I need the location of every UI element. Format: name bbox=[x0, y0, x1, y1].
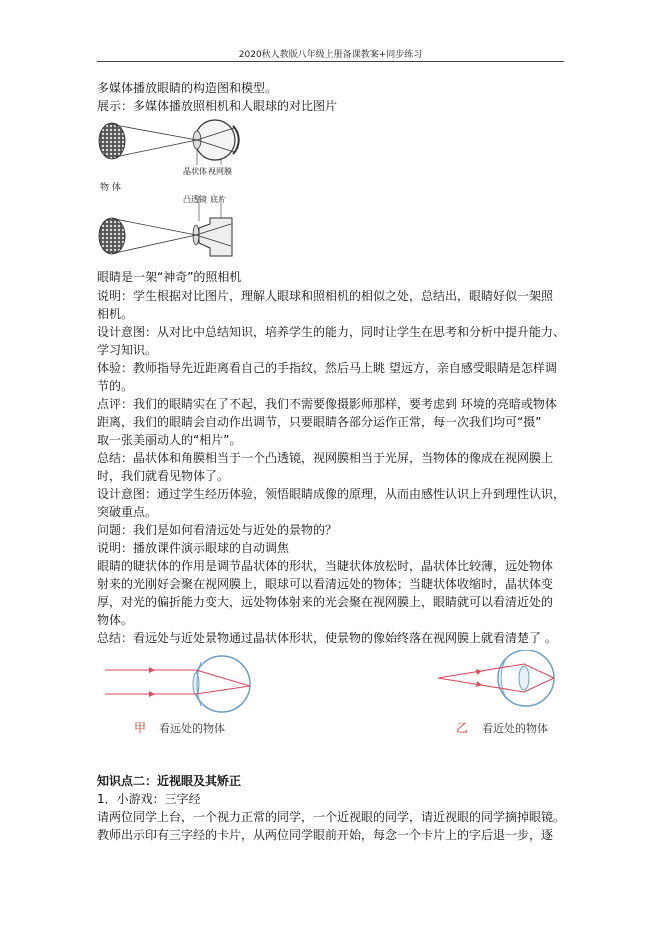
caption-far: 看远处的物体 bbox=[159, 722, 225, 735]
text-line: 物体。 bbox=[97, 613, 134, 627]
label-jia: 甲 bbox=[134, 721, 147, 735]
text-line: 说明：播放课件演示眼球的自动调焦 bbox=[97, 541, 290, 555]
eye-far-figure bbox=[97, 650, 277, 745]
pinecone-bottom bbox=[99, 218, 125, 254]
text-line: 相机。 bbox=[97, 307, 134, 321]
label-convex-lens: 凸透镜 bbox=[183, 195, 207, 204]
text-line: 请两位同学上台，一个视力正常的同学，一个近视眼的同学，请近视眼的同学摘掉眼镜。 bbox=[97, 810, 566, 824]
label-lens: 晶状体 bbox=[183, 167, 207, 176]
lens-thick bbox=[519, 666, 529, 690]
text-line: 取一张美丽动人的“相片”。 bbox=[97, 433, 242, 447]
text-line: 距离，我们的眼睛会自动作出调节，只要眼睛各部分运作正常，每一次我们均可“摄” bbox=[97, 415, 542, 429]
text-line: 眼睛是一架“神奇”的照相机 bbox=[97, 270, 242, 284]
text-line: 射来的光刚好会聚在视网膜上，眼球可以看清远处的物体；当睫状体收缩时，晶状体变 bbox=[97, 577, 554, 591]
section-heading: 知识点二：近视眼及其矫正 bbox=[97, 774, 242, 788]
text-line: 厚，对光的偏折能力变大，远处物体射来的光会聚在视网膜上，眼睛就可以看清近处的 bbox=[97, 595, 554, 609]
text-line: 突破重点。 bbox=[97, 505, 158, 519]
text-line: 教师出示印有三字经的卡片，从两位同学眼前开始，每念一个卡片上的字后退一步，逐 bbox=[97, 828, 554, 842]
text-line: 1．小游戏：三字经 bbox=[97, 792, 201, 806]
text-line: 总结：晶状体和角膜相当于一个凸透镜，视网膜相当于光屏，当物体的像成在视网膜上 bbox=[97, 451, 554, 465]
caption-near: 看近处的物体 bbox=[482, 722, 548, 735]
text-line: 问题：我们是如何看清远处与近处的景物的？ bbox=[97, 523, 338, 537]
label-retina: 视网膜 bbox=[208, 167, 232, 176]
text-line: 节的。 bbox=[97, 379, 134, 393]
page-header: 2020秋人教版八年级上册备课教案+同步练习 bbox=[238, 50, 423, 60]
text-line: 多媒体播放眼睛的构造图和模型。 bbox=[97, 81, 278, 95]
label-yi: 乙 bbox=[456, 721, 469, 735]
header-rule bbox=[97, 61, 564, 62]
text-line: 点评：我们的眼睛实在了不起，我们不需要像摄影师那样，要考虑到 环境的亮暗或物体 bbox=[97, 397, 557, 411]
eye-near-figure bbox=[430, 650, 570, 745]
camera-body bbox=[199, 218, 232, 256]
text-line: 展示：多媒体播放照相机和人眼球的对比图片 bbox=[97, 99, 338, 113]
text-line: 学习知识。 bbox=[97, 343, 158, 357]
label-object: 物 体 bbox=[100, 183, 121, 193]
text-line: 设计意图：通过学生经历体验，领悟眼睛成像的原理，从而由感性认识上升到理性认识， bbox=[97, 487, 566, 501]
pinecone-top bbox=[99, 123, 125, 159]
text-line: 时，我们就看见物体了。 bbox=[97, 469, 230, 483]
text-line: 体验：教师指导先近距离看自己的手指纹，然后马上眺 望远方，亲自感受眼睛是怎样调 bbox=[97, 361, 557, 375]
text-line: 眼睛的睫状体的作用是调节晶状体的形状，当睫状体放松时，晶状体比较薄，远处物体 bbox=[97, 559, 554, 573]
label-film: 底片 bbox=[210, 195, 226, 204]
text-line: 总结：看远处与近处景物通过晶状体形状，使景物的像始终落在视网膜上就看清楚了 。 bbox=[97, 631, 557, 645]
text-line: 设计意图：从对比中总结知识，培养学生的能力，同时让学生在思考和分析中提升能力、 bbox=[97, 325, 566, 339]
text-line: 说明：学生根据对比图片，理解人眼球和照相机的相似之处，总结出，眼睛好似一架照 bbox=[97, 289, 554, 303]
eye-camera-figure bbox=[97, 116, 272, 266]
lens-thin bbox=[193, 673, 199, 695]
